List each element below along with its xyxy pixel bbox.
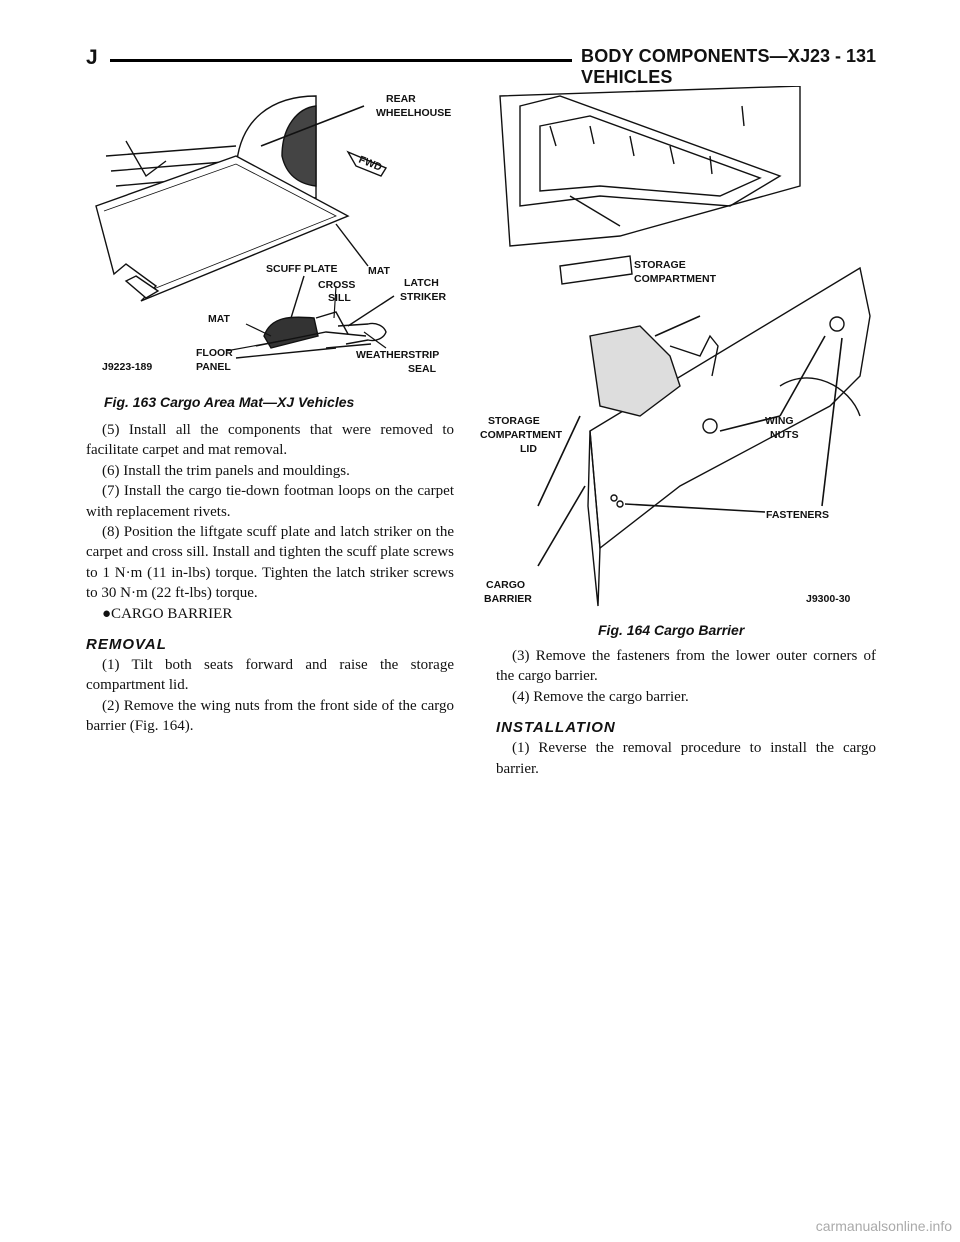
label-wheelhouse: WHEELHOUSE	[376, 107, 452, 119]
figure-163-caption: Fig. 163 Cargo Area Mat—XJ Vehicles	[104, 394, 355, 410]
removal-heading: REMOVAL	[86, 636, 167, 654]
bullet-cargo-barrier: ●CARGO BARRIER	[102, 605, 233, 622]
figure-code: J9300-30	[806, 593, 851, 605]
label-cargo: CARGO	[486, 579, 526, 591]
label-compartment-1: COMPARTMENT	[634, 273, 717, 285]
label-lid: LID	[520, 443, 537, 455]
label-storage-2: STORAGE	[488, 415, 540, 427]
removal-step-3: (3) Remove the fasteners from the lower outer corners of the cargo barrier.	[496, 648, 876, 685]
step-7: (7) Install the cargo tie-down footman loops on the carpet with replacement rivets.	[86, 483, 454, 520]
header-rule	[110, 59, 572, 62]
label-barrier: BARRIER	[484, 593, 532, 605]
removal-step-4: (4) Remove the cargo barrier.	[512, 688, 689, 705]
figure-163-illustration	[86, 86, 478, 386]
watermark: carmanualsonline.info	[815, 1218, 952, 1234]
label-fasteners: FASTENERS	[766, 509, 830, 521]
label-fwd: FWD	[356, 153, 384, 174]
label-latch: LATCH	[404, 277, 439, 289]
figure-164-illustration	[480, 86, 876, 616]
removal-step-2: (2) Remove the wing nuts from the front side of the cargo barrier (Fig. 164).	[86, 697, 454, 735]
page-number: 23 - 131	[809, 46, 876, 66]
label-storage-1: STORAGE	[634, 259, 686, 271]
label-mat-right: MAT	[368, 265, 390, 277]
label-striker: STRIKER	[400, 291, 447, 303]
removal-step-1: (1) Tilt both seats forward and raise the storage compartment lid.	[86, 657, 454, 694]
figure-164-caption: Fig. 164 Cargo Barrier	[598, 622, 745, 638]
label-panel: PANEL	[196, 361, 231, 373]
figure-code: J9223-189	[102, 361, 153, 373]
label-wing: WING	[765, 415, 794, 427]
installation-step-1: (1) Reverse the removal procedure to install the cargo barrier.	[496, 740, 876, 777]
step-6: (6) Install the trim panels and mouldings.	[102, 462, 350, 479]
right-column	[496, 646, 876, 779]
installation-heading: INSTALLATION	[496, 719, 616, 737]
label-sill: SILL	[328, 292, 351, 304]
step-5: (5) Install all the components that were removed to facilitate carpet and mat removal.	[86, 422, 454, 459]
step-8: (8) Position the liftgate scuff plate and latch striker on the carpet and cross sill. Install and tighten the scuff plate screws to 1 N·m (11 in-lbs) torque. Tighten the latch striker screws to 30 N·m (22 ft-lbs) torque.	[86, 524, 454, 602]
label-cross: CROSS	[318, 279, 356, 291]
label-scuff-plate: SCUFF PLATE	[266, 263, 338, 275]
label-floor: FLOOR	[196, 347, 233, 359]
section-letter: J	[86, 46, 98, 69]
page-header	[86, 46, 876, 87]
label-rear: REAR	[386, 93, 416, 105]
label-mat-left: MAT	[208, 313, 230, 325]
label-compartment-2: COMPARTMENT	[480, 429, 563, 441]
label-nuts: NUTS	[770, 429, 799, 441]
left-column	[86, 420, 454, 737]
label-weatherstrip: WEATHERSTRIP	[356, 349, 440, 361]
header-title: BODY COMPONENTS—XJ VEHICLES	[581, 46, 811, 87]
label-seal: SEAL	[408, 363, 437, 375]
